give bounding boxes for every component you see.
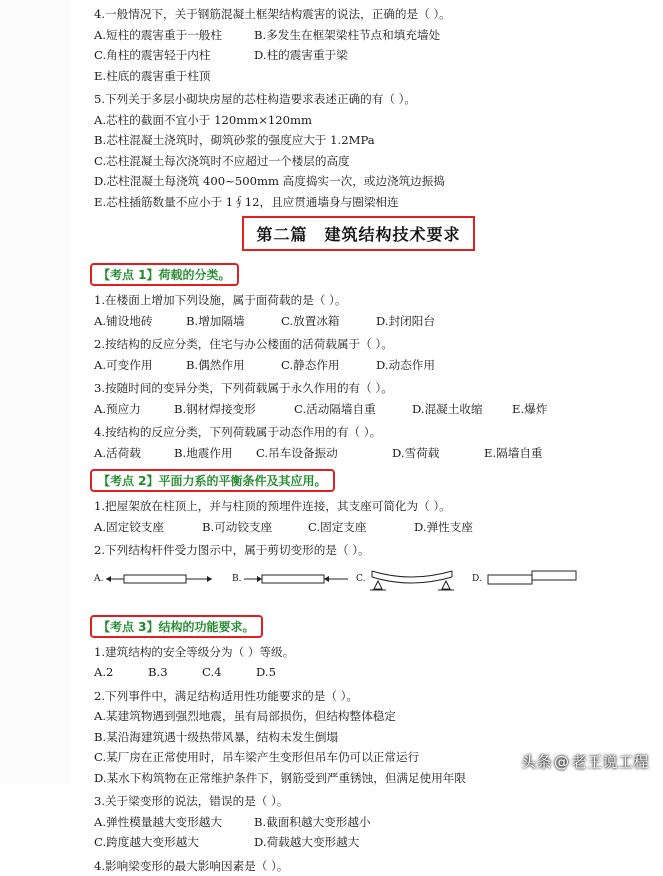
option: D.芯柱混凝土每浇筑 400~500mm 高度捣实一次，或边浇筑边振捣 — [94, 171, 663, 192]
watermark-at: @ — [554, 753, 570, 771]
tension-member-icon — [94, 565, 224, 595]
option: D.5 — [256, 662, 276, 683]
section-kaodian-2 — [94, 463, 663, 496]
section-kaodian-3 — [94, 609, 663, 642]
option: A.预应力 — [94, 399, 174, 420]
watermark — [521, 751, 649, 772]
diagram-label: B. — [232, 574, 241, 584]
option: B.可动铰支座 — [202, 517, 308, 538]
option: E.隔墙自重 — [484, 443, 543, 464]
option: C.吊车设备振动 — [256, 443, 392, 464]
option-row — [94, 812, 663, 833]
bending-beam-icon — [356, 565, 466, 605]
force-diagrams — [94, 565, 663, 609]
compression-member-icon — [232, 565, 360, 595]
option-row — [94, 355, 663, 376]
question-stem: 1.把屋架放在柱顶上，并与柱顶的预埋件连接，其支座可简化为（ ）。 — [94, 496, 663, 517]
option: D.动态作用 — [376, 355, 435, 376]
option-row — [94, 517, 663, 538]
diagram-b — [232, 565, 360, 595]
section-title: 【考点 3】结构的功能要求。 — [90, 615, 263, 638]
section-kaodian-1 — [94, 257, 663, 290]
question-stem: 4.影响梁变形的最大影响因素是（ ）。 — [94, 856, 663, 876]
question-stem: 3.关于梁变形的说法，错误的是（ ）。 — [94, 791, 663, 812]
watermark-author: 老王说工程 — [571, 753, 649, 771]
option-row — [94, 399, 663, 420]
option: B.钢材焊接变形 — [174, 399, 294, 420]
option: B.偶然作用 — [186, 355, 281, 376]
option: A.弹性模量越大变形越大 — [94, 812, 254, 833]
option: D.弹性支座 — [414, 517, 473, 538]
diagram-c — [356, 565, 466, 605]
option: B.截面积越大变形越小 — [254, 812, 371, 833]
question-stem: 1.建筑结构的安全等级分为（ ）等级。 — [94, 642, 663, 663]
option: A.某建筑物遇到强烈地震，虽有局部损伤，但结构整体稳定 — [94, 706, 663, 727]
option: C.固定支座 — [308, 517, 414, 538]
question-stem: 4.一般情况下，关于钢筋混凝土框架结构震害的说法，正确的是（ ）。 — [94, 4, 663, 25]
option: A.芯柱的截面不宜小于 120mm×120mm — [94, 110, 663, 131]
section-title: 【考点 2】平面力系的平衡条件及其应用。 — [90, 469, 335, 492]
option: B.增加隔墙 — [186, 311, 281, 332]
option-row — [94, 662, 663, 683]
diagram-a — [94, 565, 224, 595]
option: A.铺设地砖 — [94, 311, 186, 332]
shear-member-icon — [472, 565, 584, 595]
option: E.柱底的震害重于柱顶 — [94, 66, 663, 87]
option-row — [94, 443, 663, 464]
option: C.跨度越大变形越大 — [94, 832, 254, 853]
section-title: 【考点 1】荷载的分类。 — [90, 263, 239, 286]
chapter-heading — [54, 216, 663, 251]
question-stem: 3.按随时间的变异分类，下列荷载属于永久作用的有（ ）。 — [94, 378, 663, 399]
diagram-label: A. — [94, 574, 103, 584]
option-row — [94, 45, 663, 66]
diagram-d — [472, 565, 584, 595]
question-stem: 2.下列事件中，满足结构适用性功能要求的是（ ）。 — [94, 686, 663, 707]
chapter-title: 第二篇 建筑结构技术要求 — [242, 216, 474, 251]
option: A.固定铰支座 — [94, 517, 202, 538]
option: C.活动隔墙自重 — [294, 399, 412, 420]
option: D.柱的震害重于梁 — [254, 45, 348, 66]
option: C.静态作用 — [281, 355, 376, 376]
option: B.3 — [148, 662, 202, 683]
option: D.雪荷载 — [392, 443, 484, 464]
option-row — [94, 311, 663, 332]
option: B.多发生在框架梁柱节点和填充墙处 — [254, 25, 440, 46]
question-stem: 2.下列结构杆件受力图示中，属于剪切变形的是（ ）。 — [94, 540, 663, 561]
option: D.封闭阳台 — [376, 311, 435, 332]
option: C.角柱的震害轻于内柱 — [94, 45, 254, 66]
option: E.爆炸 — [512, 399, 547, 420]
option: D.混凝土收缩 — [412, 399, 512, 420]
option: B.某沿海建筑遇十级热带风暴，结构未发生倒塌 — [94, 727, 663, 748]
option: B.芯柱混凝土浇筑时，砌筑砂浆的强度应大于 1.2MPa — [94, 130, 663, 151]
diagram-label: D. — [472, 574, 482, 584]
option-row — [94, 832, 663, 853]
option: C.某厂房在正常使用时，吊车梁产生变形但吊车仍可以正常运行 — [94, 747, 663, 768]
question-stem: 2.按结构的反应分类，住宅与办公楼面的活荷载属于（ ）。 — [94, 334, 663, 355]
option: E.芯柱插筋数量不应小于 1∮12，且应贯通墙身与圈梁相连 — [94, 192, 663, 213]
option: D.荷载越大变形越大 — [254, 832, 359, 853]
option: A.短柱的震害重于一般柱 — [94, 25, 254, 46]
option-row — [94, 25, 663, 46]
watermark-brand: 头条 — [521, 753, 552, 771]
option: C.放置冰箱 — [281, 311, 376, 332]
option: A.可变作用 — [94, 355, 186, 376]
option: B.地震作用 — [174, 443, 256, 464]
question-stem: 1.在楼面上增加下列设施，属于面荷载的是（ ）。 — [94, 290, 663, 311]
diagram-label: C. — [356, 574, 365, 584]
question-stem: 4.按结构的反应分类，下列荷载属于动态作用的有（ ）。 — [94, 422, 663, 443]
option: A.2 — [94, 662, 148, 683]
option: A.活荷载 — [94, 443, 174, 464]
option: C.4 — [202, 662, 256, 683]
option: D.某水下构筑物在正常维护条件下，钢筋受到严重锈蚀，但满足使用年限 — [94, 768, 663, 789]
question-stem: 5.下列关于多层小砌块房屋的芯柱构造要求表述正确的有（ ）。 — [94, 89, 663, 110]
option: C.芯柱混凝土每次浇筑时不应超过一个楼层的高度 — [94, 151, 663, 172]
